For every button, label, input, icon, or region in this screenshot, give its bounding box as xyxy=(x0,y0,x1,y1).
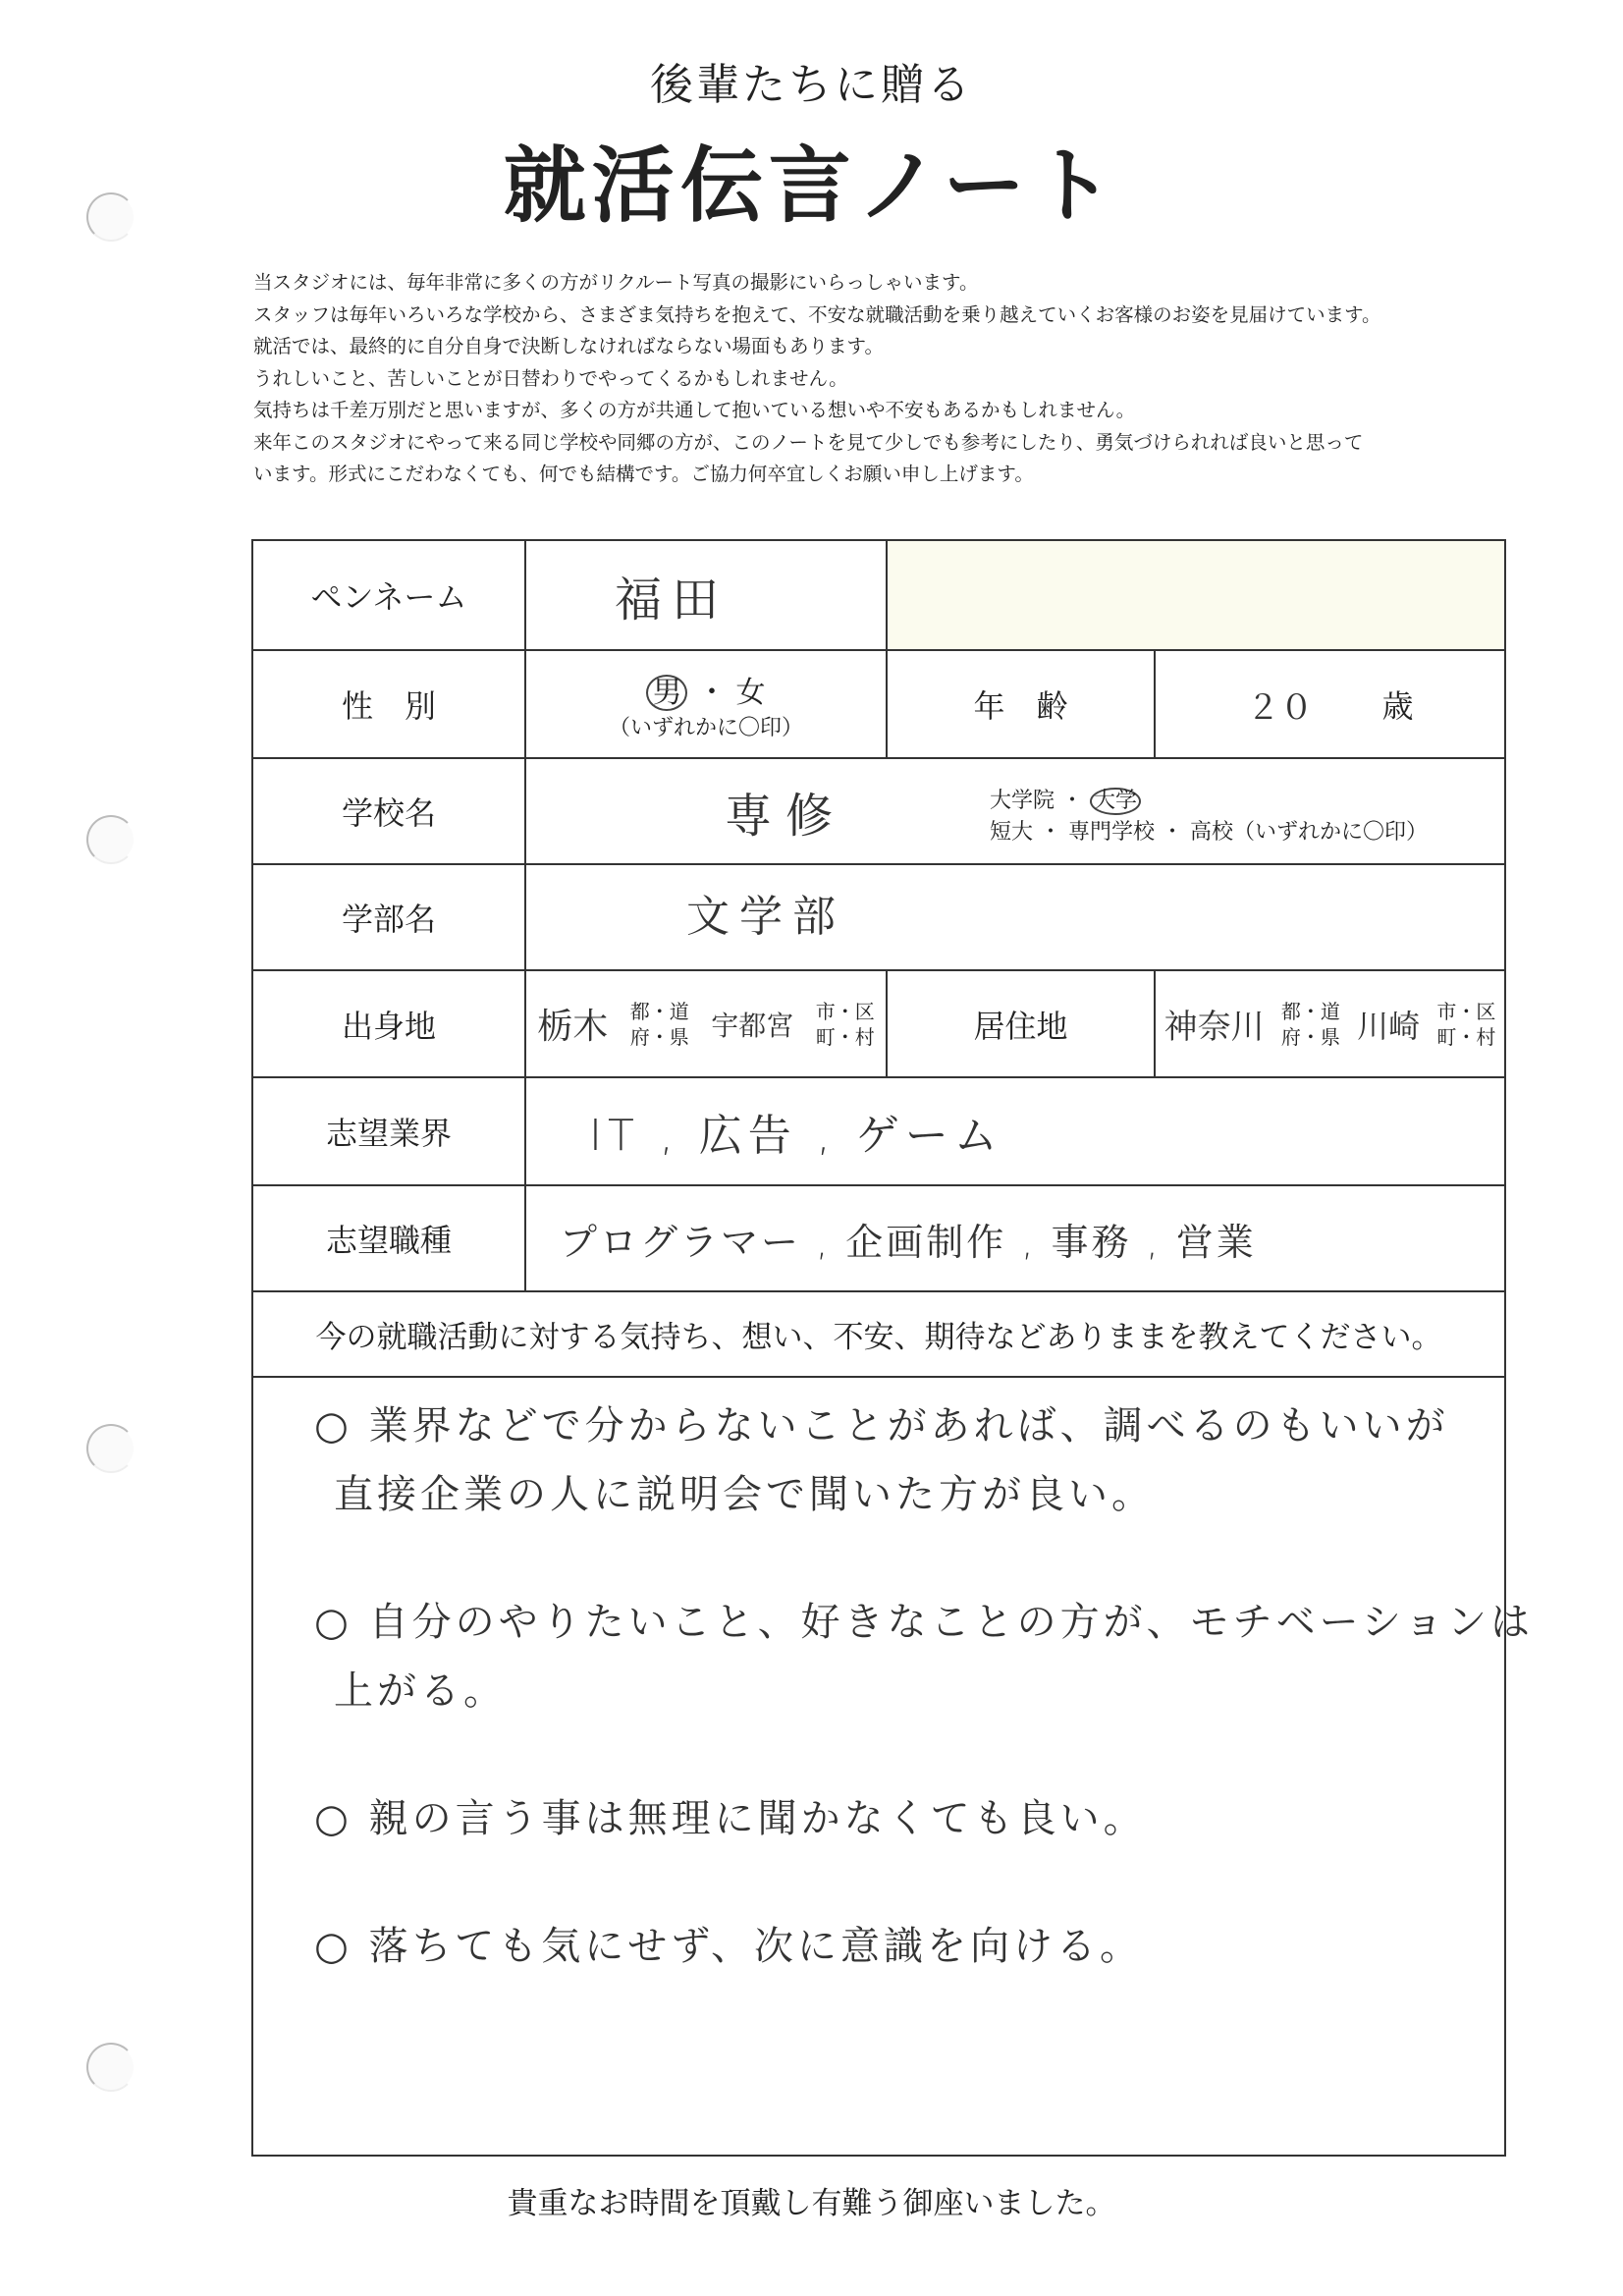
pen-name-label: ペンネーム xyxy=(310,578,467,616)
gender-note: （いずれかに〇印） xyxy=(608,715,803,740)
school-label: 学校名 xyxy=(341,794,436,832)
gender-male-option[interactable]: 男 xyxy=(646,675,687,711)
intro-line: います。形式にこだわなくても、何でも結構です。ご協力何卒宜しくお願い申し上げます。 xyxy=(253,463,1034,485)
age-label: 年 齢 xyxy=(973,687,1068,725)
school-type-grad[interactable]: 大学院 xyxy=(990,789,1055,813)
page-subtitle: 後輩たちに贈る xyxy=(650,60,973,110)
hometown-city: 宇都宮 xyxy=(711,1009,794,1042)
faculty-label: 学部名 xyxy=(341,901,436,938)
residence-city: 川崎 xyxy=(1357,1007,1421,1045)
gender-field xyxy=(526,651,886,757)
job-label: 志望職種 xyxy=(325,1222,452,1259)
pref-unit-line: 都・道 xyxy=(629,999,689,1023)
answer-line: 直接企業の人に説明会で聞いた方が良い。 xyxy=(334,1472,1155,1517)
punch-hole xyxy=(86,2043,135,2092)
intro-line: 当スタジオには、毎年非常に多くの方がリクルート写真の撮影にいらっしゃいます。 xyxy=(253,271,979,294)
age-value: ２０ xyxy=(1246,687,1314,728)
residence-pref: 神奈川 xyxy=(1163,1008,1265,1047)
job-value: プログラマー , 企画制作 , 事務 , 営業 xyxy=(560,1220,1257,1264)
intro-line: スタッフは毎年いろいろな学校から、さまざま気持ちを抱えて、不安な就職活動を乗り越えていくお客様のお姿を見届けています。 xyxy=(253,302,1381,326)
footer-thanks: 貴重なお時間を頂戴し有難う御座いました。 xyxy=(507,2186,1116,2221)
city-unit-line: 市・区 xyxy=(815,999,875,1023)
residence-field xyxy=(1156,971,1504,1076)
hometown-label: 出身地 xyxy=(341,1007,436,1045)
pen-name-value: 福田 xyxy=(615,572,730,628)
school-type-university[interactable]: 大学 xyxy=(1090,788,1141,815)
free-question: 今の就職活動に対する気持ち、想い、不安、期待などありままを教えてください。 xyxy=(315,1320,1442,1355)
industry-label: 志望業界 xyxy=(325,1115,452,1152)
answer-line: ○ 自分のやりたいこと、好きなことの方が、モチベーションは xyxy=(314,1600,1535,1645)
intro-line: 気持ちは千差万別だと思いますが、多くの方が共通して抱いている想いや不安もあるかもしれません。 xyxy=(253,399,1136,421)
residence-pref-units xyxy=(1281,999,1340,1050)
pref-unit-line: 府・県 xyxy=(629,1024,689,1049)
city-unit-line: 市・区 xyxy=(1436,999,1496,1023)
blank-cell xyxy=(888,541,1504,649)
row-divider xyxy=(251,1376,1506,1378)
page-title: 就活伝言ノート xyxy=(503,137,1120,234)
school-type-other[interactable]: 短大 ・ 専門学校 ・ 高校（いずれかに〇印） xyxy=(990,820,1428,845)
answer-line: 上がる。 xyxy=(334,1668,507,1714)
hometown-pref-units xyxy=(630,999,689,1050)
hometown-city-units xyxy=(816,999,875,1050)
answer-line: ○ 落ちても気にせず、次に意識を向ける。 xyxy=(314,1924,1144,1969)
school-value: 専修 xyxy=(724,788,846,844)
school-type-separator: ・ xyxy=(1061,789,1084,813)
intro-line: 就活では、最終的に自分自身で決断しなければならない場面もあります。 xyxy=(253,335,884,357)
intro-line: うれしいこと、苦しいことが日替わりでやってくるかもしれません。 xyxy=(253,366,848,390)
pref-unit-line: 府・県 xyxy=(1280,1024,1340,1049)
age-unit: 歳 xyxy=(1381,687,1414,725)
gender-separator: ・ xyxy=(697,675,727,710)
faculty-value: 文学部 xyxy=(686,892,845,942)
answer-line: ○ 親の言う事は無理に聞かなくても良い。 xyxy=(314,1796,1147,1841)
intro-line: 来年このスタジオにやって来る同じ学校や同郷の方が、このノートを見て少しでも参考にしたり、勇気づけられれば良いと思って xyxy=(253,430,1364,454)
city-unit-line: 町・村 xyxy=(815,1024,875,1049)
industry-value: IT , 広告 , ゲーム xyxy=(589,1111,1003,1161)
punch-hole xyxy=(86,1424,135,1473)
residence-city-units xyxy=(1436,999,1495,1050)
school-type-options xyxy=(990,786,1428,848)
intro-text xyxy=(253,267,1569,491)
hometown-field xyxy=(526,971,886,1076)
city-unit-line: 町・村 xyxy=(1436,1024,1496,1049)
pref-unit-line: 都・道 xyxy=(1280,999,1340,1023)
punch-hole xyxy=(86,815,135,864)
residence-label: 居住地 xyxy=(973,1007,1068,1045)
answer-line: ○ 業界などで分からないことがあれば、調べるのもいいが xyxy=(314,1403,1449,1449)
age-field xyxy=(1156,651,1504,757)
gender-female-option[interactable]: 女 xyxy=(735,675,766,710)
hometown-pref: 栃木 xyxy=(537,1007,609,1047)
gender-label: 性 別 xyxy=(341,687,436,725)
